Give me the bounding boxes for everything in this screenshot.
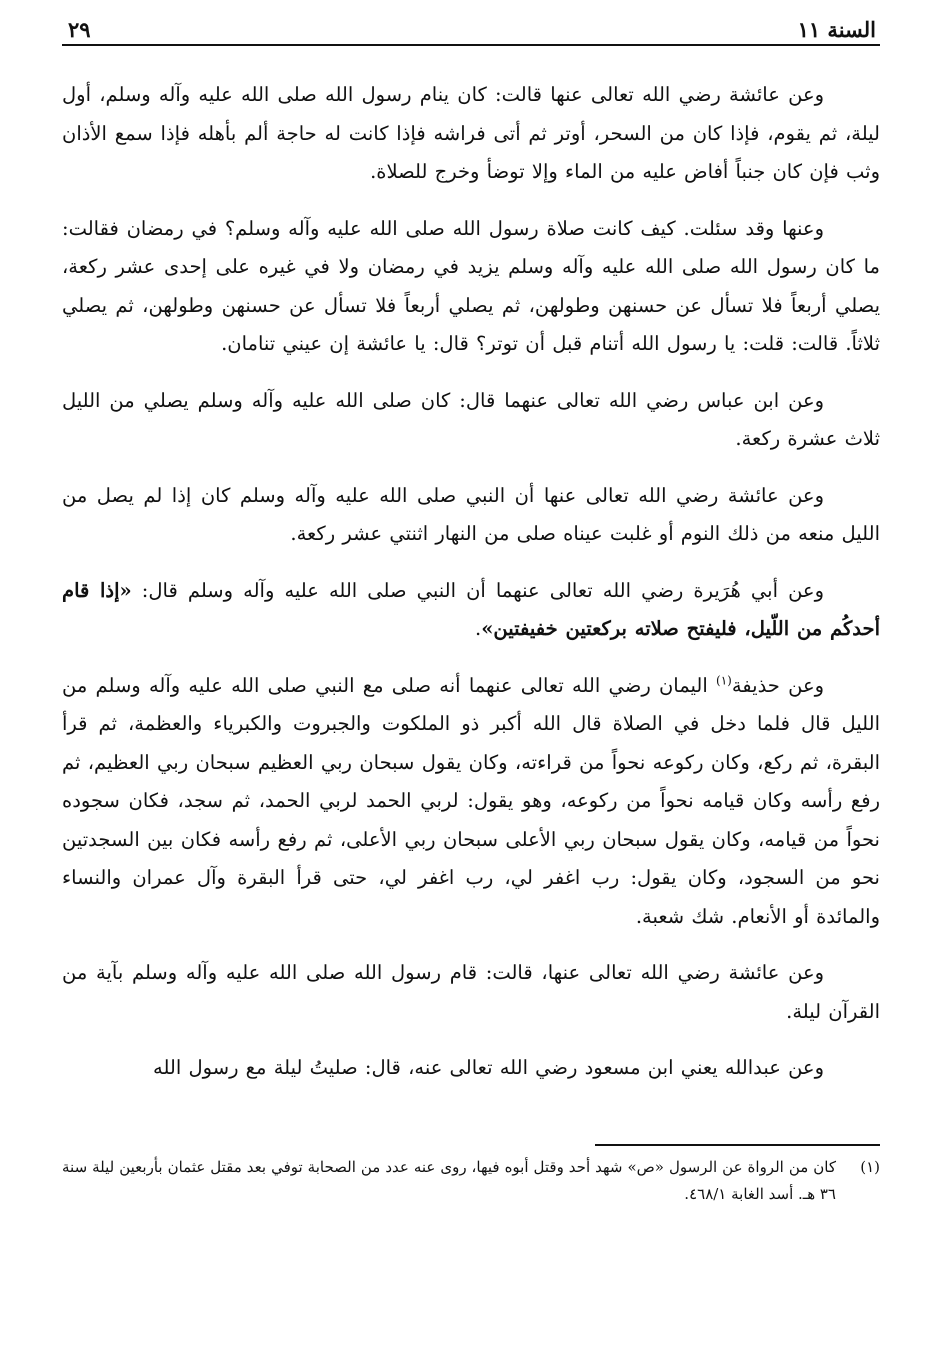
paragraph: وعن عائشة رضي الله تعالى عنها قالت: كان ينام رسول الله صلى الله عليه وآله وسلم، أول ليلة، ثم يقوم، فإذا كان من السحر، أوتر ثم أتى فراشه فإذا كانت له حاجة ألم بأهله فإذا سمع الأذان وثب فإن كان جنباً أفاض عليه من الماء وإلا توضأ وخرج للصلاة.: [62, 83, 880, 183]
paragraph-text: .: [475, 617, 482, 640]
paragraph: وعن عائشة رضي الله تعالى عنها أن النبي صلى الله عليه وآله وسلم كان إذا لم يصل من الليل منعه من ذلك النوم أو غلبت عيناه صلى من النهار اثنتي عشر ركعة.: [62, 483, 880, 545]
footnote-marker[interactable]: (١): [716, 673, 732, 687]
paragraph: وعن ابن عباس رضي الله تعالى عنهما قال: كان صلى الله عليه وآله وسلم يصلي من الليل ثلاث عشرة ركعة.: [62, 388, 880, 450]
running-header: [62, 8, 880, 46]
paragraph: وعنها وقد سئلت. كيف كانت صلاة رسول الله صلى الله عليه وآله وسلم؟ في رمضان فقالت: ما كان رسول الله صلى الله عليه وآله وسلم يزيد في رمضان ولا في غيره على إحدى عشر ركعة، يصلي أربعاً فلا تسأل عن حسنهن وطولهن، ثم يصلي أربعاً فلا تسأل عن حسنهن وطولهن، ثم يصلي ثلاثاً. قالت: قلت: يا رسول الله أتنام قبل أن توتر؟ قال: يا عائشة إن عيني تنامان.: [62, 216, 880, 355]
footnote-divider: [595, 1144, 880, 1146]
paragraph-text: وعن أبي هُرَيرة رضي الله تعالى عنهما أن النبي صلى الله عليه وآله وسلم قال:: [131, 578, 824, 602]
paragraph-text: وعن حذيفة: [731, 673, 824, 697]
paragraph: وعن عائشة رضي الله تعالى عنها، قالت: قام رسول الله صلى الله عليه وآله وسلم بآية من القرآن ليلة.: [62, 961, 880, 1023]
paragraph: [62, 572, 880, 649]
paragraph: وعن عبدالله يعني ابن مسعود رضي الله تعالى عنه، قال: صليتُ ليلة مع رسول الله: [153, 1056, 824, 1079]
footnote-number: (١): [860, 1157, 880, 1176]
paragraph-text: اليمان رضي الله تعالى عنهما أنه صلى مع النبي صلى الله عليه وآله وسلم من الليل قال فلما دخل في الصلاة قال الله أكبر ذو الملكوت والجبروت والكبرياء والعظمة، ثم قرأ البقرة، ثم ركع، وكان ركوعه نحواً من قراءته، وكان يقول سبحان ربي العظيم سبحان ربي العظيم، ثم رفع رأسه وكان قيامه نحواً من ركوعه، وهو يقول: لربي الحمد لربي الحمد، ثم سجد، فكان سجوده نحواً من قيامه، وكان يقول سبحان ربي الأعلى سبحان ربي الأعلى، ثم رفع رأسه فكان بين السجدتين نحو من السجود، وكان يقول: رب اغفر لي، رب اغفر لي، حتى قرأ البقرة وآل عمران والنساء والمائدة أو الأنعام. شك شعبة.: [62, 673, 880, 928]
footnote: [62, 1154, 880, 1208]
main-text: [62, 76, 880, 1088]
footnote-text: كان من الرواة عن الرسول «ص» شهد أحد وقتل أبوه فيها، روى عنه عدد من الصحابة توفي بعد مقتل عثمان بأربعين ليلة سنة ٣٦ هـ. أسد الغابة ٤٦٨/١.: [62, 1157, 836, 1203]
section-title: السنة ١١: [797, 17, 876, 42]
page-number: ٢٩: [68, 17, 91, 42]
paragraph: [62, 667, 880, 937]
hadith-quote: «إذا قام أحدكُم من اللّيل، فليفتح صلاته بركعتين خفيفتين»: [62, 578, 880, 640]
